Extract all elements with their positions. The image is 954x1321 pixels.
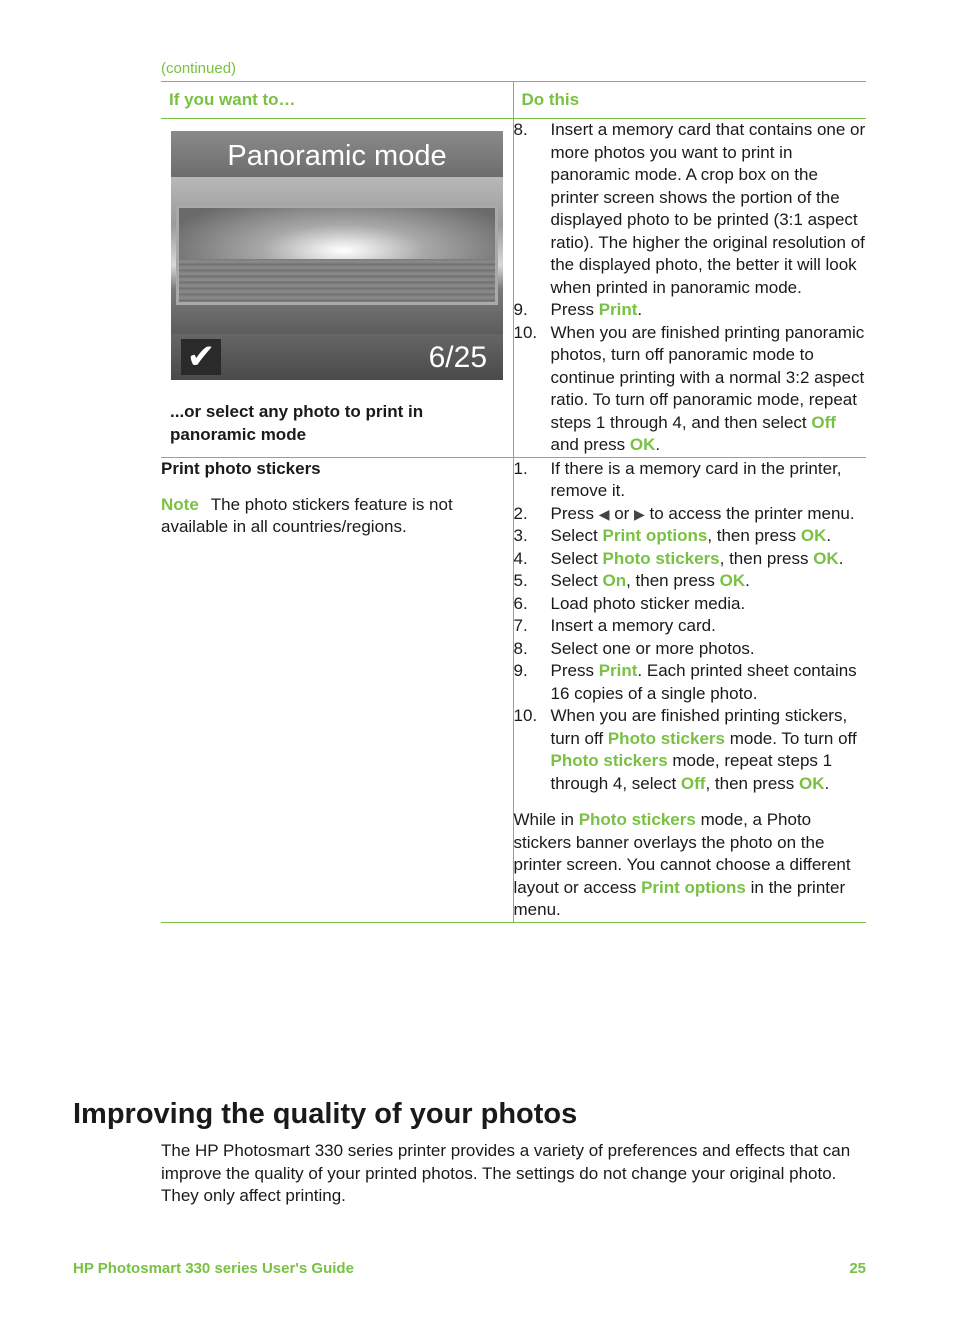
screen-sea <box>179 259 495 302</box>
menu-term: OK <box>719 571 746 590</box>
continued-label: (continued) <box>161 60 237 77</box>
step-content <box>551 503 867 526</box>
step-text: . <box>655 435 661 454</box>
step-text: or <box>609 503 635 523</box>
list-item <box>514 119 867 299</box>
list-item <box>514 570 867 593</box>
menu-term: OK <box>629 435 656 454</box>
step-number: 7. <box>513 616 528 635</box>
step-number: 9. <box>513 661 528 680</box>
left-arrow-icon: ◀ <box>598 505 610 522</box>
menu-term: Photo stickers <box>550 751 668 770</box>
menu-term: OK <box>813 548 839 568</box>
note-label: Note <box>161 494 199 514</box>
list-item <box>514 503 867 526</box>
step-content <box>551 299 867 322</box>
step-text: Insert a memory card. <box>550 616 716 635</box>
step-content <box>551 119 867 299</box>
step-text: Select <box>550 571 603 590</box>
step-text: and press <box>550 435 630 454</box>
stickers-steps <box>514 458 867 796</box>
panoramic-caption: ...or select any photo to print in panoramic mode <box>170 402 424 444</box>
step-text: , then press <box>707 526 801 545</box>
step-content <box>551 615 867 638</box>
step-number: 10. <box>513 706 538 725</box>
section-body: The HP Photosmart 330 series printer provides a variety of preferences and effects that can improve the quality of your printed photos. The settings do not change your original photo. They only affect printing. <box>161 1141 851 1205</box>
list-item <box>514 660 867 705</box>
step-text: Press <box>550 300 599 319</box>
panoramic-screen-image <box>171 131 503 380</box>
step-text: If there is a memory card in the printer, remove it. <box>550 458 842 500</box>
step-text: Load photo sticker media. <box>550 593 746 613</box>
list-item <box>514 548 867 571</box>
menu-term: Print <box>598 300 638 319</box>
list-item <box>514 299 867 322</box>
section-title: Improving the quality of your photos <box>73 1098 578 1130</box>
step-text: . <box>637 300 643 319</box>
list-item <box>514 322 867 457</box>
step-number: 8. <box>513 120 528 139</box>
menu-term: OK <box>800 526 827 545</box>
list-item <box>514 638 867 661</box>
right-arrow-icon: ▶ <box>634 505 645 522</box>
step-content <box>551 660 867 705</box>
step-content <box>551 705 867 795</box>
step-number: 10. <box>513 322 538 342</box>
step-text: . <box>826 526 832 545</box>
step-content <box>551 322 867 457</box>
list-item <box>514 615 867 638</box>
menu-term: Print options <box>641 877 746 897</box>
table-row-stickers <box>161 457 866 922</box>
step-number: 2. <box>513 503 528 523</box>
menu-term: On <box>602 571 627 590</box>
step-content <box>551 458 867 503</box>
step-number: 3. <box>513 526 528 545</box>
stickers-title: Print photo stickers <box>161 458 321 478</box>
list-item <box>514 593 867 616</box>
step-number: 4. <box>513 548 528 568</box>
step-text: While in <box>513 810 579 829</box>
footer-page-number: 25 <box>849 1260 866 1277</box>
step-text: When you are finished printing panoramic photos, turn off panoramic mode to continue printing with a normal 3:2 aspect ratio. To turn off panoramic mode, repeat steps 1 through 4, and then select <box>550 322 865 432</box>
step-text: Press <box>550 661 599 680</box>
step-text: When you are finished printing stickers, turn off <box>550 706 848 748</box>
checkmark-icon: ✔ <box>181 339 221 375</box>
step-text: , then press <box>626 571 720 590</box>
footer-guide-title: HP Photosmart 330 series User's Guide <box>73 1260 354 1277</box>
step-text: mode. To turn off <box>725 728 857 748</box>
step-content <box>551 570 867 593</box>
step-text: Select one or more photos. <box>550 638 755 658</box>
step-text: . <box>838 548 844 568</box>
menu-term: Print options <box>602 526 708 545</box>
step-text: Press <box>550 503 599 523</box>
step-content <box>551 548 867 571</box>
stickers-note <box>161 494 513 539</box>
step-text: mode, repeat steps 1 through 4, select <box>550 751 833 793</box>
step-content <box>551 638 867 661</box>
step-text: . Each printed sheet contains 16 copies of a single photo. <box>550 661 857 703</box>
step-text: , then press <box>719 548 814 568</box>
step-text: Insert a memory card that contains one or more photos you want to print in panoramic mode. A crop box on the printer screen shows the portion of the displayed photo to be printed (3:1 aspect ratio). The higher the original resolution of the displayed photo, the better it will look when printed in panoramic mode. <box>550 120 866 297</box>
step-text: in the printer menu. <box>513 877 846 919</box>
step-content <box>551 525 867 548</box>
header-if-you-want-to: If you want to… <box>161 82 513 119</box>
step-text: to access the printer menu. <box>644 503 855 523</box>
instructions-table <box>161 81 866 923</box>
screen-title: Panoramic mode <box>171 131 503 177</box>
menu-term: Off <box>680 773 706 793</box>
step-text: Select <box>550 526 603 545</box>
menu-term: Photo stickers <box>602 548 720 568</box>
step-content <box>551 593 867 616</box>
list-item <box>514 458 867 503</box>
step-number: 6. <box>513 593 528 613</box>
step-number: 8. <box>513 638 528 658</box>
step-text: Select <box>550 548 603 568</box>
stickers-paragraph <box>514 809 867 922</box>
step-number: 5. <box>513 571 528 590</box>
list-item <box>514 525 867 548</box>
step-number: 9. <box>513 300 528 319</box>
list-item <box>514 705 867 795</box>
panoramic-steps <box>514 119 867 457</box>
step-text: . <box>745 571 750 590</box>
menu-term: Print <box>598 661 638 680</box>
step-text: , then press <box>705 773 800 793</box>
note-text: The photo stickers feature is not available in all countries/regions. <box>161 494 453 536</box>
step-text: mode, a Photo stickers banner overlays the photo on the printer screen. You cannot choose a different layout or access <box>513 810 851 897</box>
menu-term: OK <box>799 773 825 793</box>
step-number: 1. <box>513 458 528 478</box>
header-do-this: Do this <box>513 82 866 119</box>
photo-counter: 6/25 <box>428 341 487 374</box>
table-row-panoramic <box>161 119 866 458</box>
menu-term: Off <box>811 412 836 432</box>
menu-term: Photo stickers <box>578 810 696 829</box>
menu-term: Photo stickers <box>607 728 725 748</box>
step-text: . <box>824 773 830 793</box>
